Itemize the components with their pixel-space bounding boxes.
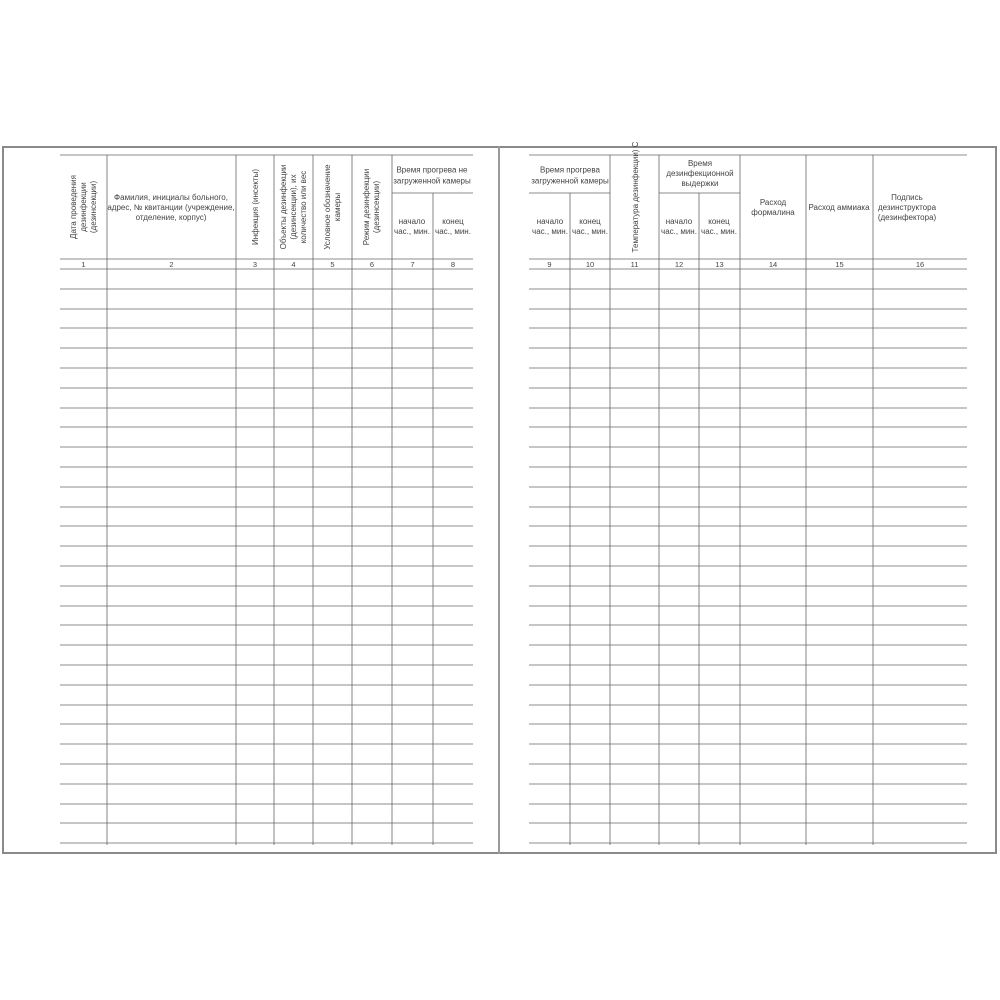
column-number-line: 3 bbox=[252, 260, 258, 269]
column-number bbox=[675, 260, 683, 269]
col-end-header-line: конец bbox=[579, 217, 601, 226]
col-exposure-end-header-line: конец bbox=[708, 217, 730, 226]
column-number bbox=[547, 260, 551, 269]
col-loaded-warmup-header-line: загруженной камеры bbox=[531, 176, 609, 186]
col-date-header bbox=[69, 175, 98, 239]
col-exposure-start-header-line: начало bbox=[665, 217, 693, 226]
col-exposure-start-header-line: час., мин. bbox=[661, 227, 697, 236]
col-date-header-line: Дата проведения bbox=[69, 175, 78, 239]
col-ammonia-header-line: Расход аммиака bbox=[808, 203, 870, 212]
column-number-line: 8 bbox=[450, 260, 456, 269]
column-number-line: 9 bbox=[547, 260, 552, 269]
col-formalin-header-line: формалина bbox=[751, 208, 795, 217]
col-date-header-line: дезинфекции bbox=[79, 182, 88, 232]
col-signature-header bbox=[878, 193, 937, 222]
col-warmup-header-line: загруженной камеры bbox=[393, 176, 471, 186]
col-temperature-header-line: Температура дезинфекции) С bbox=[631, 141, 640, 253]
column-number-line: 4 bbox=[291, 260, 296, 269]
column-number-line: 14 bbox=[768, 260, 778, 269]
column-number bbox=[291, 260, 295, 269]
column-number bbox=[631, 260, 639, 269]
col-chamber-header-line: камеры bbox=[333, 192, 342, 222]
column-number-line: 7 bbox=[410, 260, 415, 269]
col-infection-header bbox=[251, 169, 260, 245]
col-loaded-warmup-header-line: Время прогрева bbox=[540, 165, 600, 175]
col-patient-header bbox=[107, 193, 234, 222]
col-patient-header-line: Фамилия, инициалы больного, bbox=[114, 193, 228, 202]
column-number-line: 10 bbox=[585, 260, 595, 269]
col-objects-header-line: Объекты дезинфекции bbox=[279, 164, 288, 250]
col-date-header-line: (дезинсекции) bbox=[89, 180, 98, 234]
col-start-header bbox=[532, 217, 568, 236]
col-objects-header bbox=[279, 165, 308, 250]
col-warmup-header bbox=[393, 166, 471, 186]
column-number bbox=[330, 260, 334, 269]
column-number bbox=[169, 260, 173, 269]
col-end-header-line: конец bbox=[442, 217, 464, 226]
column-number bbox=[586, 260, 594, 269]
col-objects-header-line: (дезинсекции), их bbox=[289, 174, 298, 240]
column-number bbox=[451, 260, 455, 269]
col-start-header-line: час., мин. bbox=[394, 227, 430, 236]
col-patient-header-line: адрес, № квитанции (учреждение, bbox=[107, 203, 235, 212]
column-number bbox=[715, 260, 723, 269]
col-infection-header-line: Инфекция (инсекты) bbox=[251, 169, 260, 245]
col-mode-header-line: (дезинсекции) bbox=[372, 180, 381, 234]
col-loaded-warmup-header bbox=[531, 166, 609, 186]
column-number bbox=[769, 260, 777, 269]
column-number bbox=[81, 260, 85, 269]
column-number-line: 12 bbox=[674, 260, 684, 269]
col-start-header-line: час., мин. bbox=[532, 227, 568, 236]
col-exposure-header-line: дезинфекционной bbox=[666, 169, 734, 178]
col-end-header-line: час., мин. bbox=[435, 227, 471, 236]
column-number-line: 13 bbox=[715, 260, 724, 269]
col-start-header bbox=[394, 217, 430, 236]
column-number-line: 1 bbox=[81, 260, 86, 269]
column-number-line: 16 bbox=[915, 260, 925, 269]
column-number bbox=[253, 260, 257, 269]
col-end-header-line: час., мин. bbox=[572, 227, 608, 236]
col-signature-header-line: Подпись bbox=[891, 193, 923, 202]
col-patient-header-line: отделение, корпус) bbox=[135, 213, 207, 222]
col-warmup-header-line: Время прогрева не bbox=[396, 165, 468, 175]
column-number-line: 15 bbox=[835, 260, 844, 269]
column-number bbox=[410, 260, 414, 269]
column-number-line: 11 bbox=[630, 260, 639, 269]
col-end-header bbox=[572, 217, 608, 236]
col-objects-header-line: количество или вес bbox=[299, 170, 308, 244]
column-number-line: 5 bbox=[330, 260, 335, 269]
col-start-header-line: начало bbox=[536, 217, 564, 226]
column-number-line: 6 bbox=[369, 260, 375, 269]
col-exposure-end-header bbox=[701, 217, 737, 236]
column-number bbox=[916, 260, 924, 269]
col-temperature-header bbox=[631, 141, 640, 252]
col-formalin-header-line: Расход bbox=[759, 198, 787, 207]
col-exposure-start-header bbox=[661, 217, 697, 236]
col-exposure-header bbox=[666, 159, 733, 188]
column-number bbox=[835, 260, 843, 269]
col-signature-header-line: дезинструктора bbox=[877, 203, 937, 212]
column-number bbox=[370, 260, 374, 269]
col-end-header bbox=[435, 217, 471, 236]
col-exposure-header-line: выдержки bbox=[681, 179, 719, 188]
col-signature-header-line: (дезинфектора) bbox=[877, 213, 937, 222]
column-number-line: 2 bbox=[169, 260, 174, 269]
col-mode-header-line: Режим дезинфекции bbox=[362, 168, 371, 246]
col-start-header-line: начало bbox=[398, 217, 426, 226]
col-ammonia-header bbox=[808, 203, 870, 212]
col-chamber-header bbox=[323, 164, 342, 250]
col-exposure-header-line: Время bbox=[687, 159, 713, 168]
col-formalin-header bbox=[751, 198, 795, 217]
col-mode-header bbox=[362, 169, 381, 245]
col-chamber-header-line: Условное обозначение bbox=[323, 164, 332, 250]
col-exposure-end-header-line: час., мин. bbox=[701, 227, 737, 236]
